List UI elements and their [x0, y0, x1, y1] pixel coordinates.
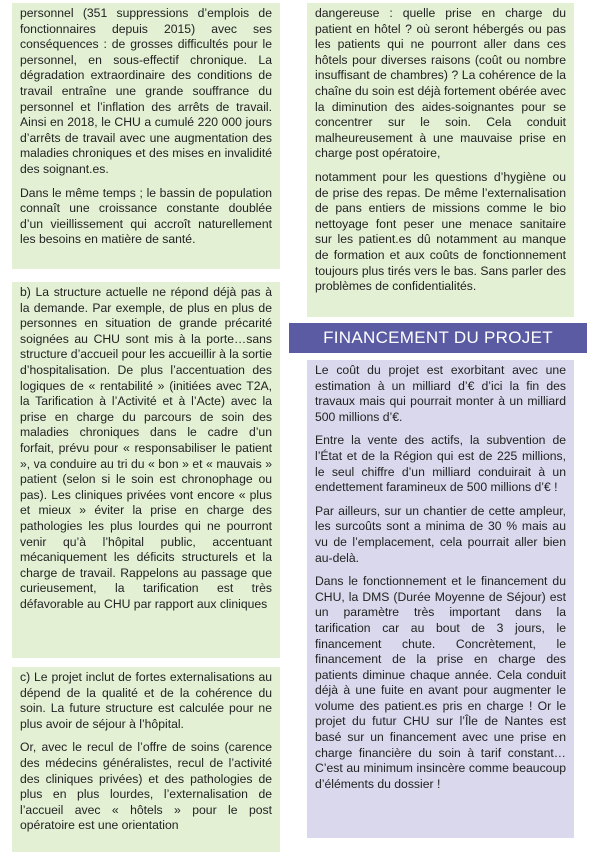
paragraph: Or, avec le recul de l’offre de soins (carence des médecins généralistes, recul de l’activité des cliniques privées) et des pathologies de plus en plus lourdes, l’externalisation de l’accueil avec « hôtels » pour le post opératoire est une orientation	[20, 740, 272, 833]
text-box-staffing	[12, 3, 280, 269]
text-box-care-chain	[307, 3, 574, 317]
paragraph: b) La structure actuelle ne répond déjà pas à la demande. Par exemple, de plus en plus de personnes en situation de grande précarité soignées au CHU sont mis à la porte…sans structure d’accueil pour les accueillir à la sortie d’hospitalisation. De plus l’accentuation des logiques de « rentabilité » (initiées avec T2A, la Tarification à l’Activité et à l’Acte) avec la prise en charge du parcours de soin des maladies chroniques dans le cadre d’un forfait, prévu pour « responsabiliser le patient », va conduire au tri du « bon » et « mauvais » patient (selon si le soin est chronophage ou pas). Les cliniques privées vont encore « plus et mieux » éviter la prise en charge des pathologies les plus lourdes qui ne pourront venir qu’à l’hôpital public, accentuant mécaniquement les déficits structurels et la charge de travail. Rappelons au passage que curieusement, la tarification est très défavorable au CHU par rapport aux cliniques	[20, 285, 272, 611]
section-heading: FINANCEMENT DU PROJET	[289, 323, 587, 353]
paragraph: dangereuse : quelle prise en charge du patient en hôtel ? où seront hébergés ou pas les patients qui ne pourront aller dans ces hôtels pour diverses raisons (coût ou nombre insuffisant de chambres) ? La cohérence de la chaîne du soin est déjà fortement obérée avec la diminution des aides-soignantes pour se concentrer sur le soin. Cela conduit malheureusement à une mauvaise prise en charge post opératoire,	[315, 6, 566, 161]
text-box-externalisation	[12, 667, 280, 852]
paragraph: c) Le projet inclut de fortes externalisations au dépend de la qualité et de la cohérence du soin. La future structure est calculée pour ne plus avoir de séjour à l’hôpital.	[20, 670, 272, 731]
paragraph: personnel (351 suppressions d’emplois de fonctionnaires depuis 2015) avec ses conséquences : de grosses difficultés pour le personnel, en sous-effectif chronique. La dégradation extraordinaire des conditions de travail entraîne une grande souffrance du personnel et l’inflation des arrêts de travail. Ainsi en 2018, le CHU a cumulé 220 000 jours d’arrêts de travail avec une augmentation des maladies chroniques et des mises en invalidité des soignant.es.	[20, 6, 272, 176]
paragraph: Dans le même temps ; le bassin de population connaît une croissance constante doublée d’un vieillissement qui accroît naturellement les besoins en matière de santé.	[20, 185, 272, 247]
paragraph: Dans le fonctionnement et le financement du CHU, la DMS (Durée Moyenne de Séjour) est un paramètre très important dans la tarification car au bout de 3 jours, le financement chute. Concrètement, le financement de la prise en charge des patients diminue chaque année. Cela conduit déjà à une fuite en avant pour augmenter le volume des patient.es pris en charge ! Or le projet du futur CHU sur l’Île de Nantes est basé sur un financement avec une prise en charge financière du soin à tarif constant… C’est au minimum insincère comme beaucoup d’éléments du dossier !	[315, 574, 566, 791]
paragraph: Entre la vente des actifs, la subvention de l’État et de la Région qui est de 225 millions, le seul chiffre d’un milliard conduirait à un endettement faramineux de 500 millions d’€ !	[315, 433, 566, 495]
paragraph: notamment pour les questions d’hygiène ou de prise des repas. De même l’externalisation de pans entiers de missions comme le bio nettoyage font peser une menace sanitaire sur les patient.es dû notamment au manque de formation et aux coûts de fonctionnement toujours plus tirés vers le bas. Sans parler des problèmes de confidentialités.	[315, 169, 566, 294]
paragraph: Le coût du projet est exorbitant avec une estimation à un milliard d’€ d’ici la fin des travaux mais qui pourrait monter à un milliard 500 millions d’€.	[315, 363, 566, 424]
text-box-demand	[12, 282, 280, 658]
text-box-financing	[307, 360, 574, 838]
paragraph: Par ailleurs, sur un chantier de cette ampleur, les surcoûts sont a minima de 30 % mais au vu de l’emplacement, cela pourrait aller bien au-delà.	[315, 503, 566, 565]
